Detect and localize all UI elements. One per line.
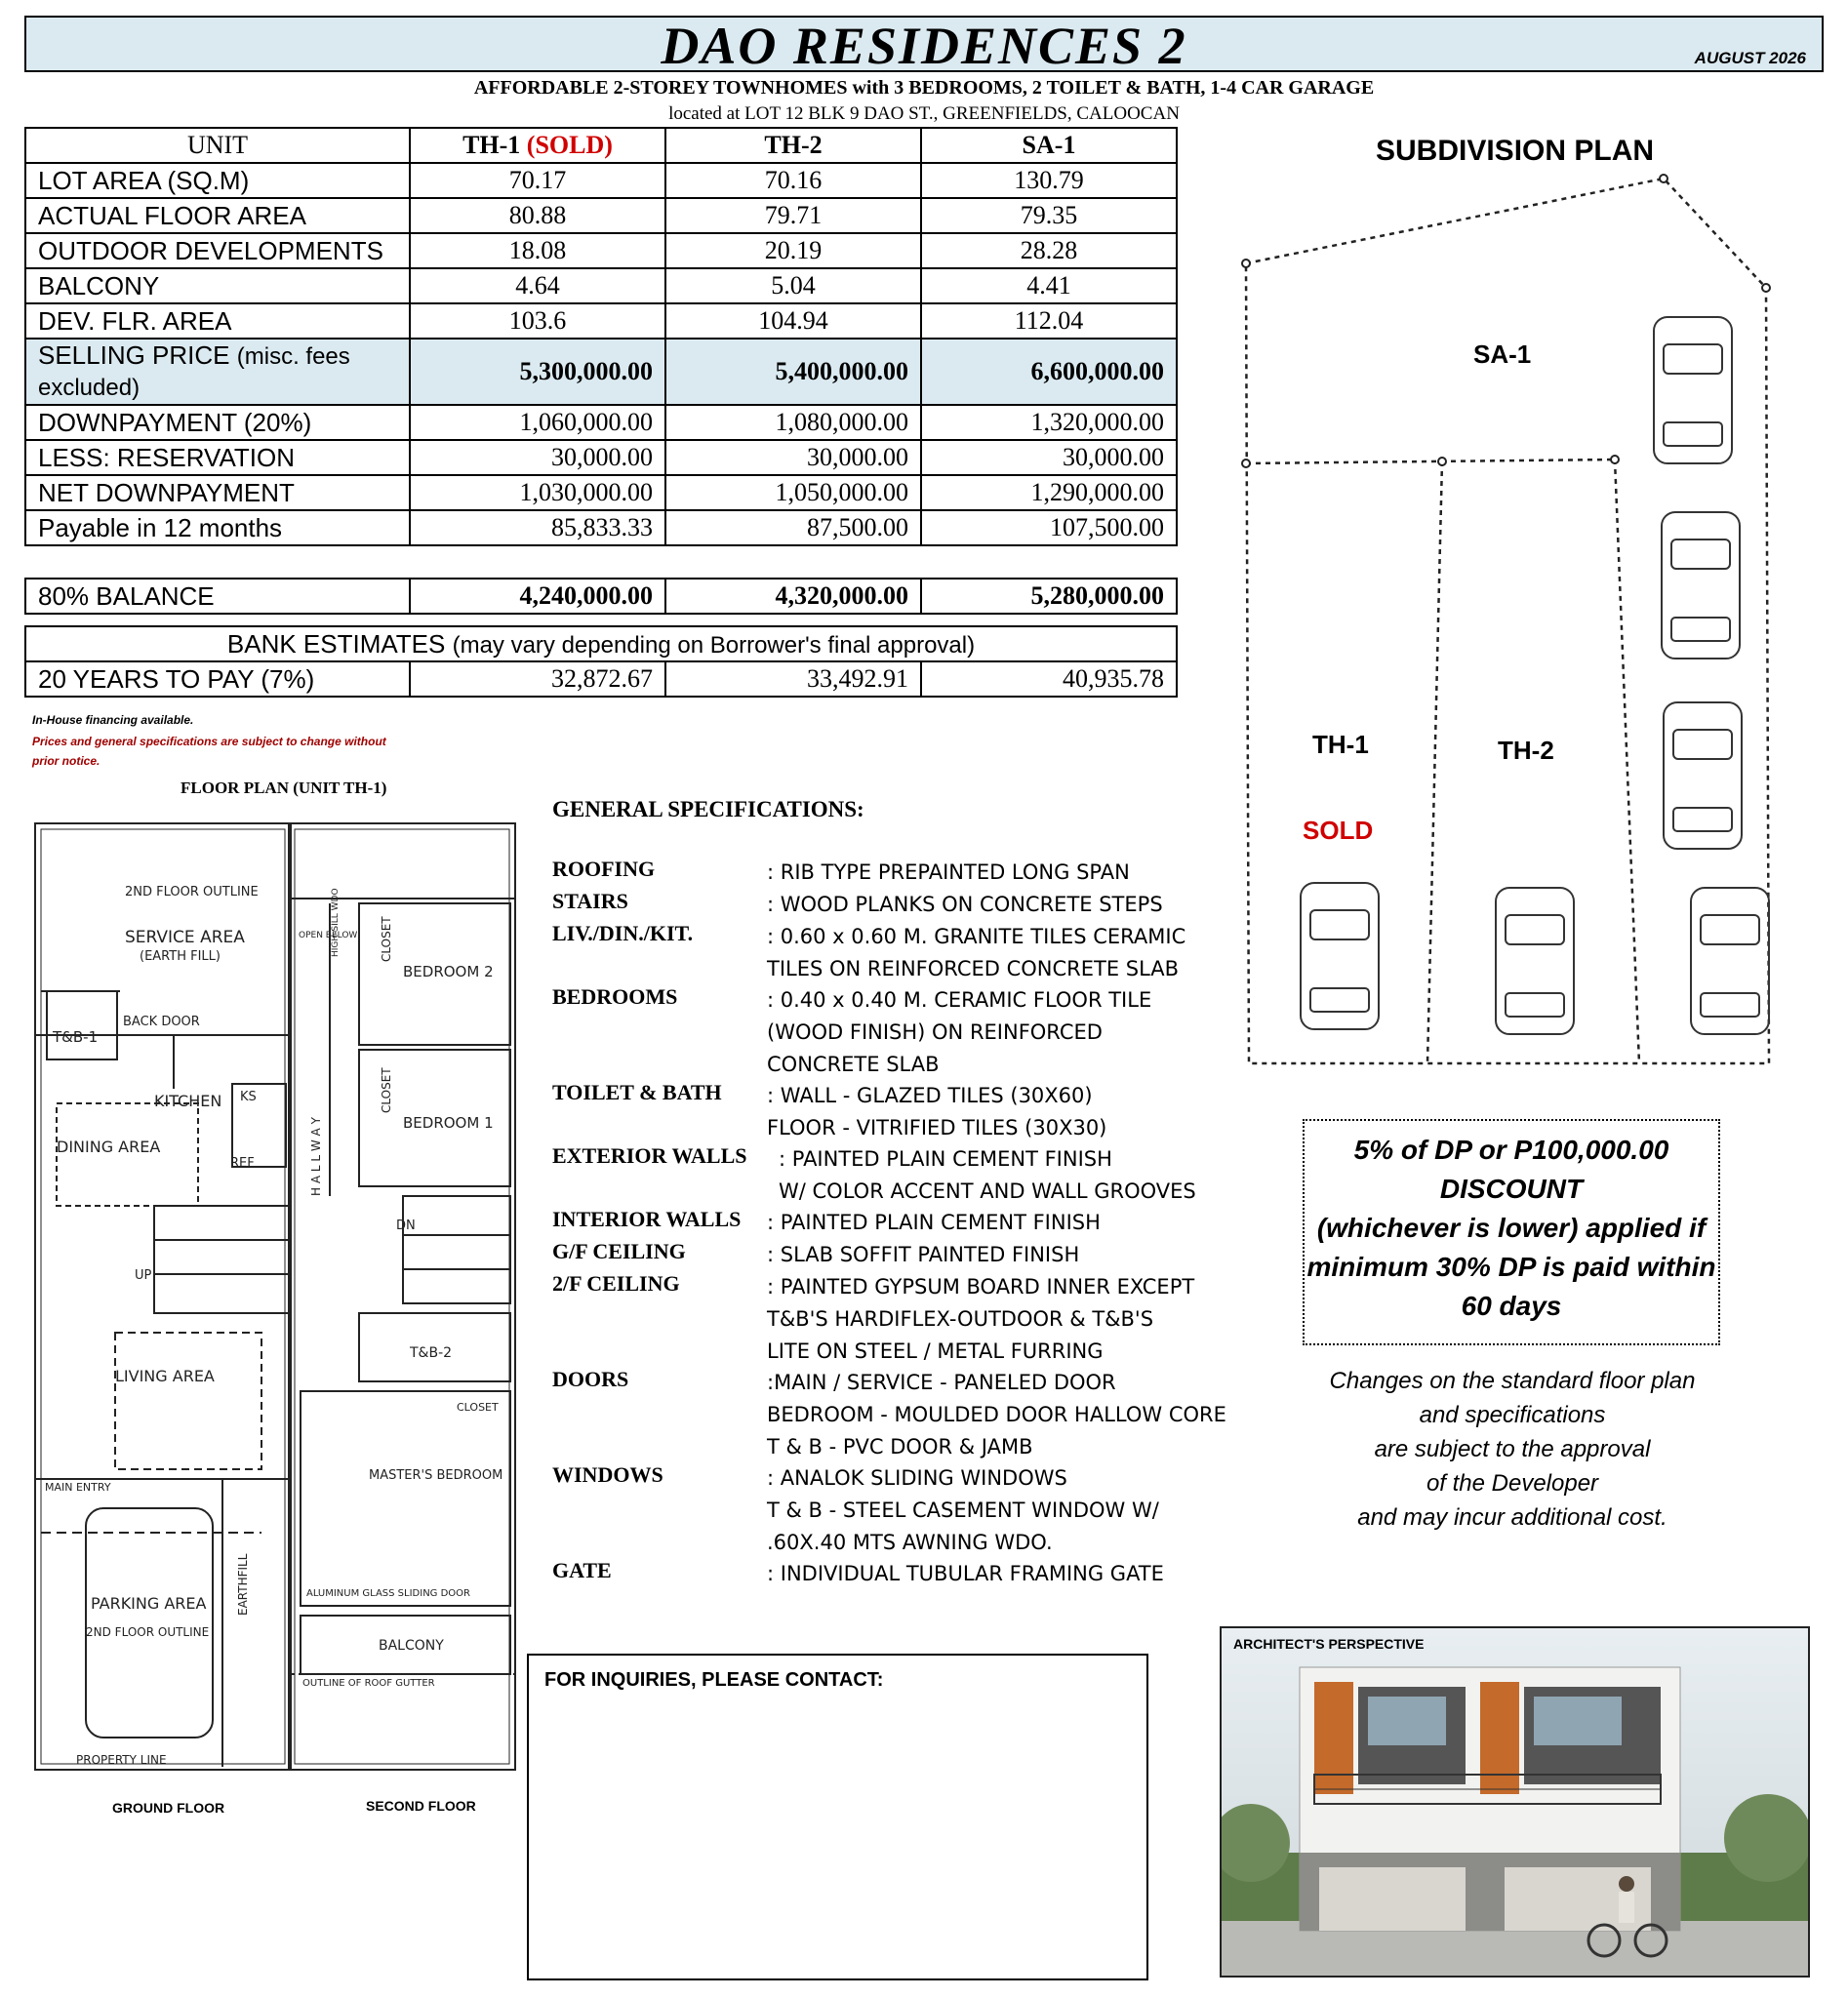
spec-value: :MAIN / SERVICE - PANELED DOOR BEDROOM - MOULDED DOOR HALLOW CORE T & B - PVC DOOR & JAMB [767,1371,1226,1459]
cell: 6,600,000.00 [921,339,1177,405]
plan-label: BALCONY [379,1638,444,1654]
spec-value: : INDIVIDUAL TUBULAR FRAMING GATE [767,1562,1164,1585]
lot-label-sa1: SA-1 [1473,340,1532,369]
cell: 103.6 [410,303,665,339]
plan-label: LIVING AREA [115,1367,215,1385]
cell: 80.88 [410,198,665,233]
car-icon [1496,888,1574,1034]
floor-plan-title: FLOOR PLAN (UNIT TH-1) [181,779,387,797]
cell: 70.16 [665,163,921,198]
cell: 1,320,000.00 [921,405,1177,440]
cell: 30,000.00 [410,440,665,475]
spec-key: DOORS [552,1367,629,1391]
plan-label: T&B-1 [53,1028,99,1046]
spec-value: : PAINTED GYPSUM BOARD INNER EXCEPT T&B'S HARDIFLEX-OUTDOOR & T&B'S LITE ON STEEL / METAL FURRING [767,1275,1195,1363]
balance-table [24,578,1178,615]
selling-price-note: (misc. fees excluded) [38,343,350,401]
head-label: UNIT [25,128,410,163]
cell: 130.79 [921,163,1177,198]
plan-label: PARKING AREA [91,1594,207,1613]
lot-label-th1: TH-1 [1312,730,1369,759]
spec-key: BEDROOMS [552,984,678,1009]
contact-box [527,1654,1148,1980]
plan-label: CLOSET [380,1067,393,1113]
cell: 30,000.00 [665,440,921,475]
cell: 112.04 [921,303,1177,339]
car-icon [1691,888,1769,1034]
unit-sa1-header [921,128,1177,163]
cell: 1,290,000.00 [921,475,1177,510]
plan-label: SERVICE AREA [125,928,245,947]
table-row [25,163,1177,198]
cell: 1,050,000.00 [665,475,921,510]
row-label: LESS: RESERVATION [25,440,410,475]
spec-key: INTERIOR WALLS [552,1207,742,1231]
bank-note: (may vary depending on Borrower's final approval) [452,631,976,659]
selling-price-row [25,339,1177,405]
table-row [25,475,1177,510]
cell: 107,500.00 [921,510,1177,545]
plan-label: UP [135,1268,152,1283]
spec-key: STAIRS [552,889,628,913]
plan-label: HIGH-SILL WDO [331,888,341,957]
cell: 1,080,000.00 [665,405,921,440]
row-label: NET DOWNPAYMENT [25,475,410,510]
table-row [25,405,1177,440]
table-row [25,198,1177,233]
row-label: ACTUAL FLOOR AREA [25,198,410,233]
disclaimer-line-2: prior notice. [32,754,100,768]
date-label: AUGUST 2026 [1694,49,1806,67]
cell: 18.08 [410,233,665,268]
spec-value: : SLAB SOFFIT PAINTED FINISH [767,1243,1080,1266]
cell: 85,833.33 [410,510,665,545]
cell: 1,060,000.00 [410,405,665,440]
bank-title-cell [25,626,1177,661]
cell: 33,492.91 [665,661,921,697]
subdivision-drawing [1234,171,1820,1078]
spec-key: EXTERIOR WALLS [552,1143,747,1168]
car-icon [1301,883,1379,1029]
table-row [25,268,1177,303]
plan-label: OUTLINE OF ROOF GUTTER [302,1678,435,1689]
row-label: 80% BALANCE [25,579,410,614]
cell: 1,030,000.00 [410,475,665,510]
specs-title: GENERAL SPECIFICATIONS: [552,797,864,821]
plan-label: ALUMINUM GLASS SLIDING DOOR [306,1588,470,1599]
lot-label-th2: TH-2 [1498,736,1554,765]
table-row [25,440,1177,475]
price-table [24,127,1178,546]
plan-label: OPEN BELOW [299,931,358,940]
cell: 5,300,000.00 [410,339,665,405]
plan-label: BACK DOOR [123,1015,200,1029]
spec-value: : 0.60 x 0.60 M. GRANITE TILES CERAMIC TILES ON REINFORCED CONCRETE SLAB [767,925,1186,980]
changes-note: Changes on the standard floor plan and specifications are subject to the approval of the Developer and may incur additional cost. [1329,1368,1696,1531]
house-rendering [1222,1628,1808,1976]
subdivision-title: SUBDIVISION PLAN [1376,135,1655,167]
plan-label: CLOSET [380,916,393,962]
ground-floor-label: GROUND FLOOR [112,1800,225,1816]
row-label: BALCONY [25,268,410,303]
selling-price-title: SELLING PRICE [38,340,230,370]
plan-label: BEDROOM 2 [403,963,494,980]
unit-name: TH-1 [462,131,521,159]
plan-label: EARTHFILL [236,1553,250,1616]
spec-value: : ANALOK SLIDING WINDOWS T & B - STEEL CASEMENT WINDOW W/ .60X.40 MTS AWNING WDO. [767,1466,1159,1554]
table-row [25,661,1177,697]
disclaimer-line-1: Prices and general specifications are subject to change without [32,735,386,748]
cell: 87,500.00 [665,510,921,545]
spec-key: 2/F CEILING [552,1271,680,1296]
cell: 28.28 [921,233,1177,268]
unit-th1-header [410,128,665,163]
perspective-label: ARCHITECT'S PERSPECTIVE [1233,1636,1425,1652]
unit-name: TH-2 [764,131,823,159]
balance-row [25,579,1177,614]
plan-label: REF [230,1156,255,1171]
location: located at LOT 12 BLK 9 DAO ST., GREENFIELDS, CALOOCAN [668,103,1180,124]
car-icon [1662,512,1740,659]
row-label: LOT AREA (SQ.M) [25,163,410,198]
unit-th2-header [665,128,921,163]
row-label: Payable in 12 months [25,510,410,545]
plan-label: KS [240,1090,257,1104]
cell: 4,240,000.00 [410,579,665,614]
plan-label: BEDROOM 1 [403,1114,494,1132]
cell: 70.17 [410,163,665,198]
plan-label: DN [396,1219,416,1233]
title-bar [24,16,1824,75]
spec-key: WINDOWS [552,1462,663,1487]
spec-key: G/F CEILING [552,1239,686,1263]
plan-label: H A L L W A Y [309,1117,323,1196]
subtitle: AFFORDABLE 2-STOREY TOWNHOMES with 3 BEDROOMS, 2 TOILET & BATH, 1-4 CAR GARAGE [473,77,1375,99]
sold-status: (SOLD) [526,131,613,159]
bank-header-row [25,626,1177,661]
table-row [25,233,1177,268]
row-label: 20 YEARS TO PAY (7%) [25,661,410,697]
plan-label: MAIN ENTRY [45,1481,111,1494]
plan-label: DINING AREA [57,1138,161,1156]
spec-value: : WOOD PLANKS ON CONCRETE STEPS [767,893,1163,916]
cell: 30,000.00 [921,440,1177,475]
financing-note: In-House financing available. [32,713,194,727]
cell: 4.64 [410,268,665,303]
cell: 5.04 [665,268,921,303]
spec-value: : PAINTED PLAIN CEMENT FINISH [767,1211,1101,1234]
cell: 5,280,000.00 [921,579,1177,614]
architect-perspective [1220,1626,1810,1978]
plan-label: 2ND FLOOR OUTLINE [86,1625,210,1639]
spec-key: GATE [552,1558,612,1582]
table-row [25,303,1177,339]
contact-label: FOR INQUIRIES, PLEASE CONTACT: [544,1669,884,1691]
plan-label: KITCHEN [154,1092,222,1110]
spec-key: ROOFING [552,857,656,881]
cell: 79.71 [665,198,921,233]
cell: 79.35 [921,198,1177,233]
second-floor-label: SECOND FLOOR [366,1798,476,1814]
row-label: OUTDOOR DEVELOPMENTS [25,233,410,268]
car-icon [1654,317,1732,463]
floor-plan-drawing [27,806,525,1791]
spec-value: : PAINTED PLAIN CEMENT FINISH W/ COLOR ACCENT AND WALL GROOVES [779,1147,1196,1203]
spec-value: : WALL - GLAZED TILES (30X60) FLOOR - VITRIFIED TILES (30X30) [767,1084,1107,1139]
cell: 4,320,000.00 [665,579,921,614]
cell: 104.94 [665,303,921,339]
sold-label: SOLD [1303,816,1374,845]
bank-title: BANK ESTIMATES [226,628,446,659]
discount-box [1303,1119,1720,1345]
car-icon [1664,702,1742,849]
row-label: DOWNPAYMENT (20%) [25,405,410,440]
discount-text: 5% of DP or P100,000.00 DISCOUNT (whichever is lower) applied if minimum 30% DP is paid within 60 days [1306,1135,1716,1321]
plan-label: CLOSET [457,1401,499,1414]
cell: 5,400,000.00 [665,339,921,405]
table-header-row [25,128,1177,163]
cell: 40,935.78 [921,661,1177,697]
selling-price-label [25,339,410,405]
cell: 32,872.67 [410,661,665,697]
unit-name: SA-1 [1022,131,1076,159]
cell: 4.41 [921,268,1177,303]
plan-label: (EARTH FILL) [140,949,221,964]
spec-value: : 0.40 x 0.40 M. CERAMIC FLOOR TILE (WOOD FINISH) ON REINFORCED CONCRETE SLAB [767,988,1152,1076]
plan-label: PROPERTY LINE [76,1753,167,1767]
spec-key: LIV./DIN./KIT. [552,921,694,945]
bank-table [24,625,1178,698]
row-label: DEV. FLR. AREA [25,303,410,339]
table-row [25,510,1177,545]
plan-label: 2ND FLOOR OUTLINE [125,885,259,899]
spec-key: TOILET & BATH [552,1080,722,1104]
page-title: DAO RESIDENCES 2 [661,17,1187,75]
plan-label: T&B-2 [410,1345,453,1361]
cell: 20.19 [665,233,921,268]
plan-label: MASTER'S BEDROOM [369,1468,503,1483]
spec-value: : RIB TYPE PREPAINTED LONG SPAN [767,860,1130,884]
